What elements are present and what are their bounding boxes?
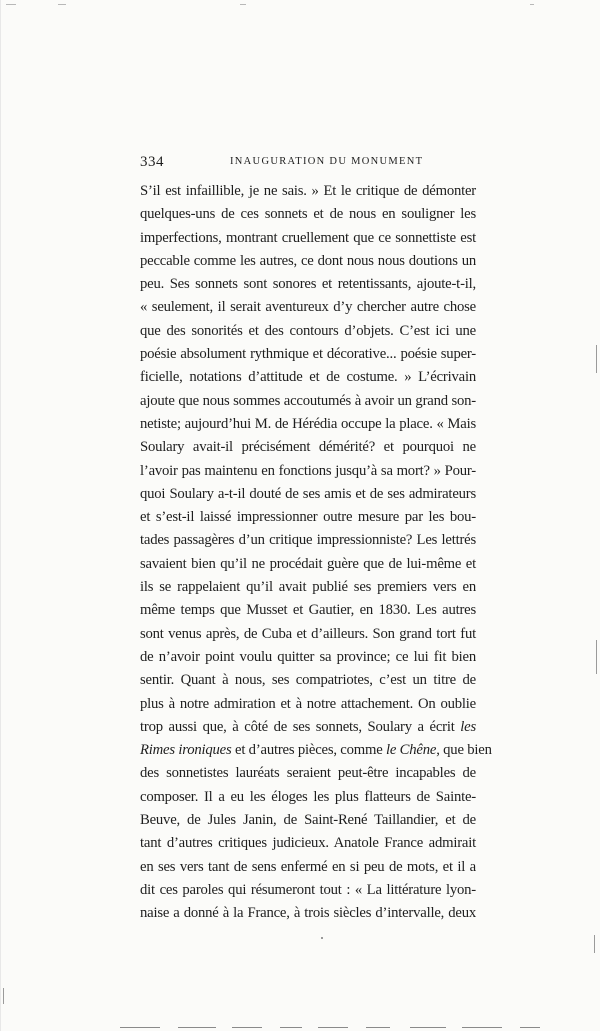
text-line: Beuve, de Jules Janin, de Saint-René Taillandier, et de <box>140 812 476 829</box>
text-line: poésie absolument rythmique et décorative... poésie super- <box>140 346 476 363</box>
text-line: dit ces paroles qui résumeront tout : « La littérature lyon- <box>140 881 476 898</box>
text-line: quoi Soulary a-t-il douté de ses amis et de ses admirateurs <box>140 485 476 502</box>
scan-artifact-right-tick-1 <box>596 345 597 373</box>
text-line: ajoute que nous sommes accoutumés à avoir un grand son- <box>140 392 476 409</box>
text-line: des sonnetistes lauréats seraient peut-être incapables de <box>140 765 476 782</box>
text-line: plus à notre admiration et à notre attachement. On oublie <box>140 695 476 712</box>
scan-artifact-dot <box>321 937 323 939</box>
text-line: sont venus après, de Cuba et d’ailleurs. Son grand tort fut <box>140 625 476 642</box>
text-line: et s’est-il laissé impressionner outre mesure par les bou- <box>140 509 476 526</box>
text-line: ils se rappelaient qu’il avait publié ses premiers vers en <box>140 579 476 596</box>
text-line: peu. Ses sonnets sont sonores et retentissants, ajoute-t-il, <box>140 276 476 293</box>
text-line-with-italic <box>140 739 492 762</box>
running-head: INAUGURATION DU MONUMENT <box>230 156 424 167</box>
italic-title: les <box>460 718 476 735</box>
text-line: netiste; aujourd’hui M. de Hérédia occupe la place. « Mais <box>140 415 476 432</box>
scan-artifact-bottom <box>0 1027 600 1029</box>
scan-artifact-right-tick-2 <box>596 640 597 674</box>
italic-title: le Chêne <box>386 742 437 759</box>
text-line: l’avoir pas maintenu en fonctions jusqu’à sa mort? » Pour- <box>140 462 476 479</box>
page-number: 334 <box>140 154 164 170</box>
scan-artifact-right-tick-3 <box>594 935 595 953</box>
text-line: sentir. Quant à nous, ses compatriotes, c’est un titre de <box>140 672 476 689</box>
text-segment: et d’autres pièces, comme <box>235 742 383 759</box>
text-line: composer. Il a eu les éloges les plus flatteurs de Sainte- <box>140 788 476 805</box>
text-line-with-italic <box>140 716 476 739</box>
text-line: naise a donné à la France, à trois siècles d’intervalle, deux <box>140 905 476 922</box>
text-line: ficielle, notations d’attitude et de costume. » L’écrivain <box>140 369 476 386</box>
scan-artifact-left-edge <box>0 0 1 1031</box>
scan-artifact-top <box>0 2 600 8</box>
body-text <box>140 180 492 926</box>
text-line: de n’avoir point voulu quitter sa province; ce lui fit bien <box>140 648 476 665</box>
text-line: en ses vers tant de sens enfermé en si peu de mots, et il a <box>140 858 476 875</box>
text-line: tades passagères d’un critique impressionniste? Les lettrés <box>140 532 476 549</box>
text-line: S’il est infaillible, je ne sais. » Et le critique de démonter <box>140 183 476 199</box>
text-line: quelques-uns de ces sonnets et de nous en souligner les <box>140 206 476 223</box>
text-line: peccable comme les autres, ce dont nous nous doutions un <box>140 252 476 269</box>
page-header <box>140 154 470 174</box>
italic-title: Rimes ironiques <box>140 742 232 759</box>
text-line: « seulement, il serait aventureux d’y chercher autre chose <box>140 299 476 316</box>
text-line: imperfections, montrant cruellement que ce sonnettiste est <box>140 229 476 246</box>
text-line: savaient bien qu’il ne procédait guère que de lui-même et <box>140 555 476 572</box>
scan-artifact-left-tick <box>3 988 4 1004</box>
text-line: tant d’autres critiques judicieux. Anatole France admirait <box>140 835 476 852</box>
text-segment: , que bien <box>436 742 492 759</box>
text-line: même temps que Musset et Gautier, en 1830. Les autres <box>140 602 476 619</box>
text-line: Soulary avait-il précisément démérité? et pourquoi ne <box>140 439 476 456</box>
text-segment: trop aussi que, à côté de ses sonnets, Soulary a écrit <box>140 718 455 735</box>
text-line: que des sonorités et des contours d’objets. C’est ici une <box>140 322 476 339</box>
